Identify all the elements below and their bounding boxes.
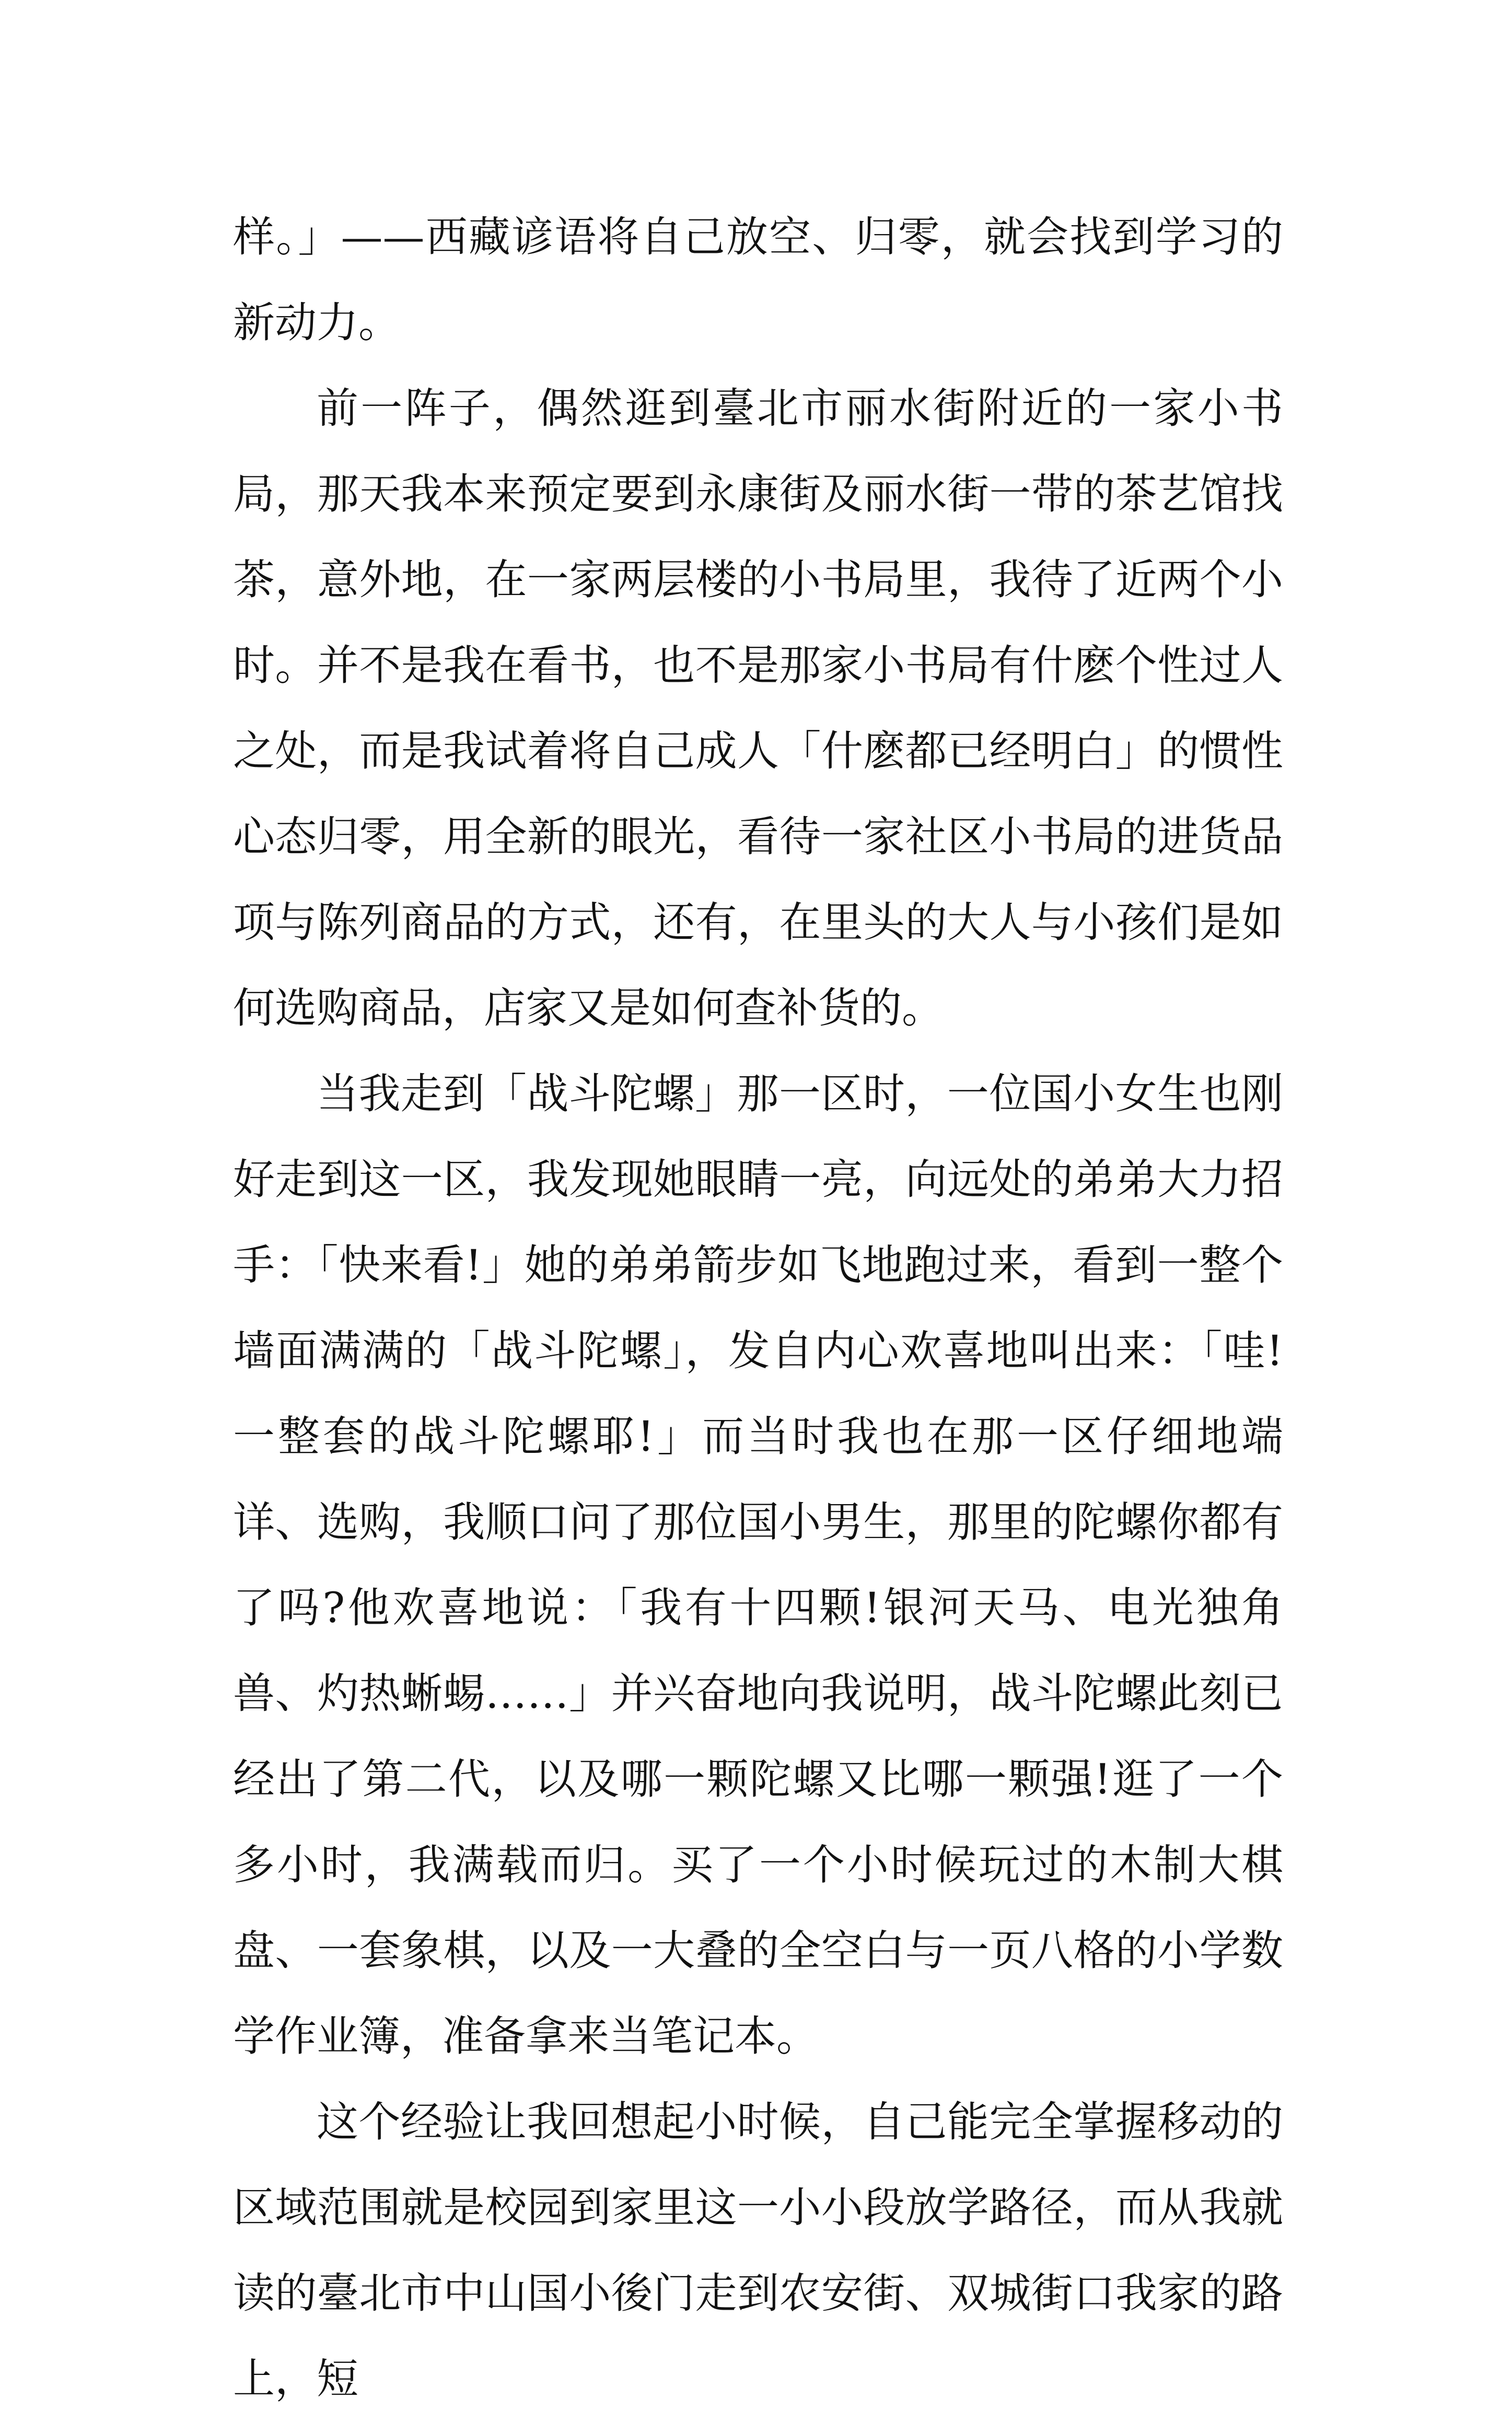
paragraph-childhood-memory: 这个经验让我回想起小时候，自己能完全掌握移动的区域范围就是校园到家里这一小小段放学路径，而从我就读的臺北市中山国小後门走到农安街、双城街口我家的路上，短 [233,2098,1283,2403]
paragraph-bookstore-visit: 前一阵子，偶然逛到臺北市丽水街附近的一家小书局，那天我本来预定要到永康街及丽水街一带的茶艺馆找茶，意外地，在一家两层楼的小书局里，我待了近两个小时。并不是我在看书，也不是那家小书局有什麽个性过人之处，而是我试着将自己成人「什麽都已经明白」的惯性心态归零，用全新的眼光，看待一家社区小书局的进货品项与陈列商品的方式，还有，在里头的大人与小孩们是如何选购商品，店家又是如何查补货的。 [233,384,1283,1032]
body-text [233,194,1283,2422]
paragraph-continuation: 样。」——西藏谚语将自己放空、归零，就会找到学习的新动力。 [233,213,1283,347]
paragraph-spinning-tops: 当我走到「战斗陀螺」那一区时，一位国小女生也刚好走到这一区，我发现她眼睛一亮，向远处的弟弟大力招手：「快来看!」她的弟弟箭步如飞地跑过来，看到一整个墙面满满的「战斗陀螺」，发自内心欢喜地叫出来：「哇!一整套的战斗陀螺耶!」而当时我也在那一区仔细地端详、选购，我顺口问了那位国小男生，那里的陀螺你都有了吗?他欢喜地说：「我有十四颗!银河天马、电光独角兽、灼热蜥蜴……」并兴奋地向我说明，战斗陀螺此刻已经出了第二代，以及哪一颗陀螺又比哪一颗强!逛了一个多小时，我满载而归。买了一个小时候玩过的木制大棋盘、一套象棋，以及一大叠的全空白与一页八格的小学数学作业簿，准备拿来当笔记本。 [233,1069,1283,2060]
